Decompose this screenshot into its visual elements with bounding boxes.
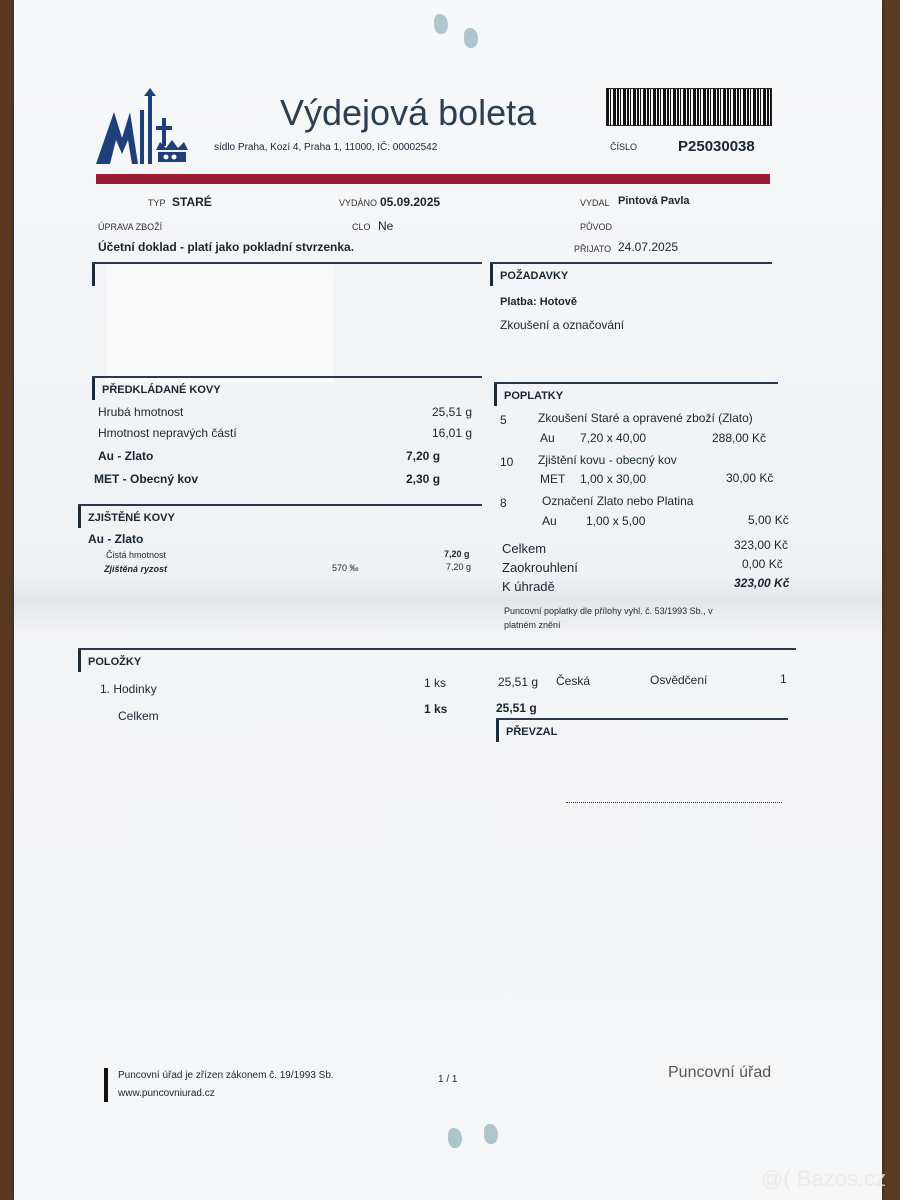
fee-price-0: 288,00 Kč xyxy=(712,431,767,445)
prijato-value: 24.07.2025 xyxy=(618,240,679,254)
puvod-label: PŮVOD xyxy=(580,222,613,232)
zaokrouhleni-label: Zaokrouhlení xyxy=(502,560,578,575)
signature-line xyxy=(566,802,782,803)
vydano-value: 05.09.2025 xyxy=(380,195,441,209)
cista-label: Čistá hmotnost xyxy=(106,550,167,560)
clo-value: Ne xyxy=(378,219,394,233)
vydal-value: Pintová Pavla xyxy=(618,195,690,207)
vydano-label: VYDÁNO xyxy=(339,198,378,208)
item-origin: Česká xyxy=(556,674,591,688)
fee-num-2: 8 xyxy=(500,496,507,510)
poplatky-header xyxy=(494,382,778,406)
pozadavky-line: Zkoušení a označování xyxy=(500,318,625,332)
redacted-area xyxy=(106,264,334,382)
prijato-label: PŘIJATO xyxy=(574,244,612,254)
footer-website: www.puncovniurad.cz xyxy=(118,1088,215,1099)
fee-code-0: Au xyxy=(540,431,555,445)
footer-office: Puncovní úřad xyxy=(668,1064,772,1081)
header-divider xyxy=(96,174,770,184)
fee-calc-1: 1,00 x 30,00 xyxy=(580,472,647,486)
fee-desc-0: Zkoušení Staré a opravené zboží (Zlato) xyxy=(538,411,753,425)
clo-label: CLO xyxy=(352,222,371,232)
puncovni-urad-logo xyxy=(96,88,204,168)
celkem-label: Celkem xyxy=(502,541,547,556)
fee-calc-0: 7,20 x 40,00 xyxy=(580,431,647,445)
item-weight: 25,51 g xyxy=(498,675,539,689)
tear-mark xyxy=(448,1128,462,1148)
predkladane-value-3: 2,30 g xyxy=(406,472,441,486)
predkladane-label-0: Hrubá hmotnost xyxy=(98,405,184,419)
cislo-label: ČÍSLO xyxy=(610,142,638,152)
bazos-watermark: @( Bazos.cz xyxy=(760,1166,886,1191)
predkladane-value-2: 7,20 g xyxy=(406,449,441,463)
item-label: 1. Hodinky xyxy=(100,682,157,696)
tear-mark xyxy=(434,14,448,34)
fee-calc-2: 1,00 x 5,00 xyxy=(586,514,646,528)
polozky-header xyxy=(78,648,796,672)
k-uhrade-value: 323,00 Kč xyxy=(734,576,790,590)
predkladane-header xyxy=(92,376,482,400)
zjistene-metal: Au - Zlato xyxy=(88,532,144,546)
zjistene-title: ZJIŠTĚNÉ KOVY xyxy=(88,512,175,524)
office-address: sídlo Praha, Kozí 4, Praha 1, 11000, IČ: 00002542 xyxy=(214,142,438,153)
typ-label: TYP xyxy=(148,198,166,208)
document-sheet xyxy=(14,0,882,1200)
osvedceni-label: Osvědčení xyxy=(650,673,708,687)
fee-desc-2: Označení Zlato nebo Platina xyxy=(542,494,694,508)
fee-code-1: MET xyxy=(540,472,566,486)
poplatky-title: POPLATKY xyxy=(504,390,564,402)
osvedceni-value: 1 xyxy=(780,672,787,686)
poplatky-note-1: Puncovní poplatky dle přílohy vyhl. č. 53/1993 Sb., v xyxy=(504,606,713,616)
fee-desc-1: Zjištění kovu - obecný kov xyxy=(538,453,677,467)
tear-mark xyxy=(484,1124,498,1144)
fee-num-0: 5 xyxy=(500,413,507,427)
prevzal-title: PŘEVZAL xyxy=(506,726,558,738)
cista-value: 7,20 g xyxy=(444,549,470,559)
fee-code-2: Au xyxy=(542,514,557,528)
fee-price-2: 5,00 Kč xyxy=(748,513,789,527)
prevzal-header xyxy=(496,718,788,742)
predkladane-label-1: Hmotnost nepravých částí xyxy=(98,426,237,440)
predkladane-title: PŘEDKLÁDANÉ KOVY xyxy=(102,384,221,396)
predkladane-value-0: 25,51 g xyxy=(432,405,473,419)
zaokrouhleni-value: 0,00 Kč xyxy=(742,557,783,571)
vydal-label: VYDAL xyxy=(580,198,610,208)
document-title: Výdejová boleta xyxy=(280,92,537,133)
celkem-value: 323,00 Kč xyxy=(734,538,789,552)
document-number: P25030038 xyxy=(678,138,755,155)
barcode xyxy=(606,88,772,126)
typ-value: STARÉ xyxy=(172,195,212,209)
fee-price-1: 30,00 Kč xyxy=(726,471,774,485)
polozky-celkem-label: Celkem xyxy=(118,709,159,723)
predkladane-label-3: MET - Obecný kov xyxy=(94,472,199,486)
accounting-note: Účetní doklad - platí jako pokladní stvrzenka. xyxy=(98,240,355,254)
polozky-celkem-weight: 25,51 g xyxy=(496,701,537,715)
pozadavky-header xyxy=(490,262,772,286)
page-number: 1 / 1 xyxy=(438,1074,458,1085)
tear-mark xyxy=(464,28,478,48)
predkladane-label-2: Au - Zlato xyxy=(98,449,154,463)
platba-value: Platba: Hotově xyxy=(500,296,578,308)
ryzost-value: 570 ‰ xyxy=(332,563,359,573)
k-uhrade-label: K úhradě xyxy=(502,579,555,594)
predkladane-value-1: 16,01 g xyxy=(432,426,473,440)
footer-marker xyxy=(104,1068,108,1102)
pozadavky-title: POŽADAVKY xyxy=(500,270,569,282)
footer-law: Puncovní úřad je zřízen zákonem č. 19/1993 Sb. xyxy=(118,1070,334,1081)
poplatky-note-2: platném znění xyxy=(504,620,561,630)
polozky-title: POLOŽKY xyxy=(88,656,142,668)
zjistene-header xyxy=(78,504,482,528)
ryzost-weight: 7,20 g xyxy=(446,562,472,572)
polozky-celkem-qty: 1 ks xyxy=(424,702,448,716)
fee-num-1: 10 xyxy=(500,455,514,469)
item-qty: 1 ks xyxy=(424,676,447,690)
uprava-label: ÚPRAVA ZBOŽÍ xyxy=(98,222,163,232)
ryzost-label: Zjištěná ryzost xyxy=(104,564,168,574)
